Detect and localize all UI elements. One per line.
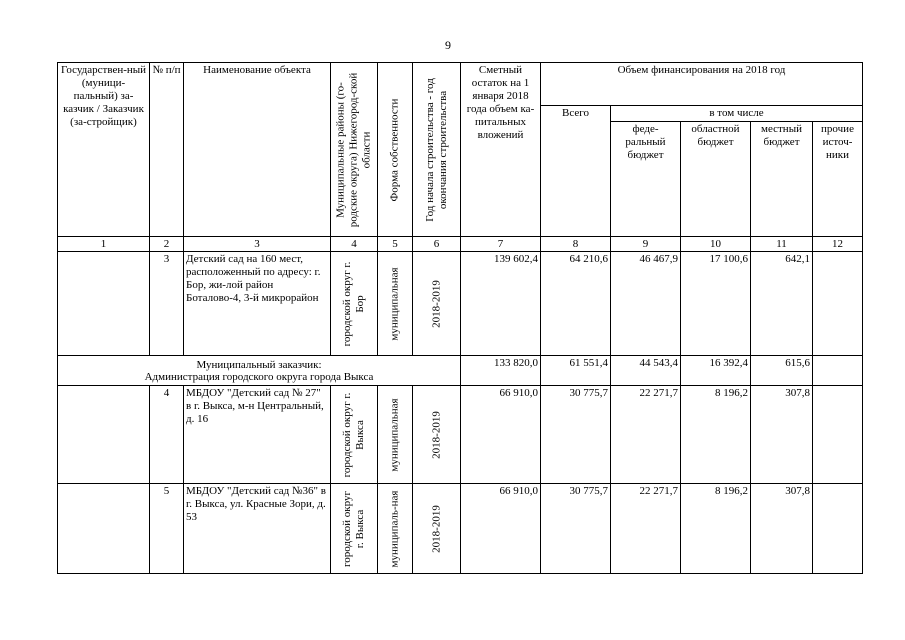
row-number: 3 <box>150 252 184 356</box>
col-num: 5 <box>378 237 413 252</box>
col-num: 9 <box>611 237 681 252</box>
col-num: 10 <box>681 237 751 252</box>
row-years: 2018-2019 <box>413 484 461 574</box>
header-object-name: Наименование объекта <box>184 63 331 237</box>
row-ownership: муниципальная <box>378 386 413 484</box>
col-num: 4 <box>331 237 378 252</box>
col-num: 8 <box>541 237 611 252</box>
col-num: 3 <box>184 237 331 252</box>
header-number: № п/п <box>150 63 184 237</box>
row-total: 30 775,7 <box>541 386 611 484</box>
column-numbers-row <box>58 237 863 252</box>
group-total: 61 551,4 <box>541 356 611 386</box>
row-local: 307,8 <box>751 386 813 484</box>
row-local: 642,1 <box>751 252 813 356</box>
header-local: местный бюджет <box>751 122 813 237</box>
header-other: прочие источ-ники <box>813 122 863 237</box>
table-row <box>58 386 863 484</box>
row-other <box>813 252 863 356</box>
table-row <box>58 484 863 574</box>
row-district: городской округ г. Выкса <box>331 386 378 484</box>
group-federal: 44 543,4 <box>611 356 681 386</box>
group-customer-label: Муниципальный заказчик: Администрация городского округа города Выкса <box>58 356 461 386</box>
group-row <box>58 356 863 386</box>
header-total: Всего <box>541 106 611 237</box>
group-local: 615,6 <box>751 356 813 386</box>
header-district: Муниципальные районы (го-родские округа) Нижегород-ской области <box>331 63 378 237</box>
group-other <box>813 356 863 386</box>
row-number: 4 <box>150 386 184 484</box>
header-balance: Сметный остаток на 1 января 2018 года объем ка-питальных вложений <box>461 63 541 237</box>
col-num: 6 <box>413 237 461 252</box>
header-regional: областной бюджет <box>681 122 751 237</box>
row-regional: 8 196,2 <box>681 484 751 574</box>
row-total: 30 775,7 <box>541 484 611 574</box>
row-other <box>813 484 863 574</box>
row-ownership: муниципаль-ная <box>378 484 413 574</box>
row-number: 5 <box>150 484 184 574</box>
row-years: 2018-2019 <box>413 252 461 356</box>
row-federal: 46 467,9 <box>611 252 681 356</box>
row-federal: 22 271,7 <box>611 484 681 574</box>
row-balance: 66 910,0 <box>461 484 541 574</box>
row-district: городской округ г. Выкса <box>331 484 378 574</box>
header-federal: феде-ральный бюджет <box>611 122 681 237</box>
row-years: 2018-2019 <box>413 386 461 484</box>
header-including: в том числе <box>611 106 863 122</box>
row-object-name: МБДОУ "Детский сад № 27" в г. Выкса, м-н Центральный, д. 16 <box>184 386 331 484</box>
header-customer: Государствен-ный (муници-пальный) за-казчик / Заказчик (за-стройщик) <box>58 63 150 237</box>
group-regional: 16 392,4 <box>681 356 751 386</box>
header-row-1 <box>58 63 863 106</box>
row-regional: 17 100,6 <box>681 252 751 356</box>
row-object-name: Детский сад на 160 мест, расположенный по адресу: г. Бор, жи-лой район Боталово-4, 3-й микрорайон <box>184 252 331 356</box>
row-regional: 8 196,2 <box>681 386 751 484</box>
group-balance: 133 820,0 <box>461 356 541 386</box>
row-object-name: МБДОУ "Детский сад №36" в г. Выкса, ул. Красные Зори, д. 53 <box>184 484 331 574</box>
col-num: 2 <box>150 237 184 252</box>
row-federal: 22 271,7 <box>611 386 681 484</box>
col-num: 7 <box>461 237 541 252</box>
row-total: 64 210,6 <box>541 252 611 356</box>
financing-table <box>57 62 863 574</box>
row-ownership: муниципальная <box>378 252 413 356</box>
row-district: городской округ г. Бор <box>331 252 378 356</box>
page-number: 9 <box>445 38 451 52</box>
col-num: 11 <box>751 237 813 252</box>
header-financing: Объем финансирования на 2018 год <box>541 63 863 106</box>
row-other <box>813 386 863 484</box>
header-years: Год начала строительства - год окончания строительства <box>413 63 461 237</box>
row-balance: 139 602,4 <box>461 252 541 356</box>
col-num: 1 <box>58 237 150 252</box>
row-local: 307,8 <box>751 484 813 574</box>
table-row <box>58 252 863 356</box>
header-ownership: Форма собственности <box>378 63 413 237</box>
col-num: 12 <box>813 237 863 252</box>
row-balance: 66 910,0 <box>461 386 541 484</box>
